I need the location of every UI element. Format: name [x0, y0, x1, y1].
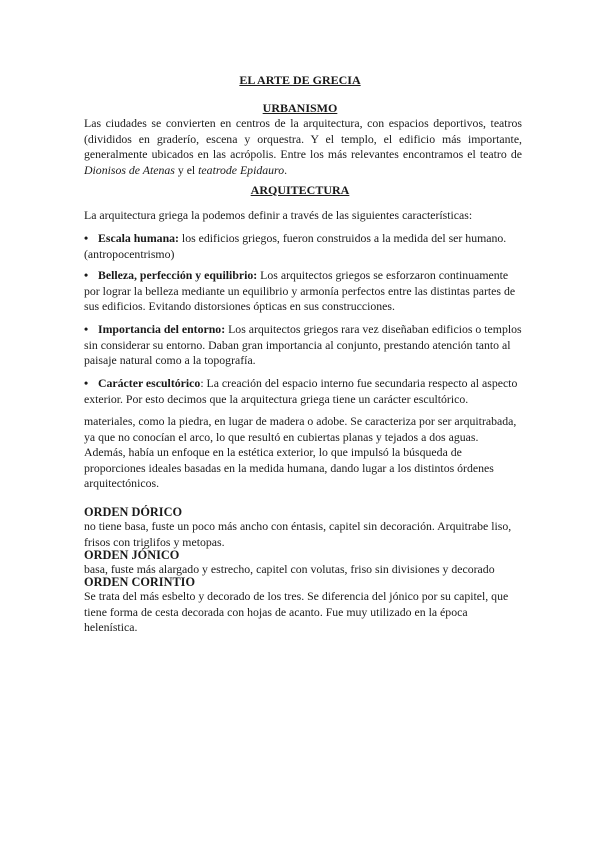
bullet-belleza [84, 268, 524, 315]
orden-dorico-heading: ORDEN DÓRICO [84, 505, 183, 519]
bullet-term: Carácter escultórico [98, 376, 201, 390]
urbanismo-paragraph [84, 116, 522, 178]
materiales-paragraph: materiales, como la piedra, en lugar de madera o adobe. Se caracteriza por ser arquitrabada, ya que no conocían el arco, lo que resultó en cubiertas planas y tejados a dos aguas. Además, había un enfoque en la estética exterior, lo que impulsó la búsqueda de proporciones ideales basadas en la medida humana, dando lugar a los distintos órdenes arquitectónicos. [84, 414, 517, 490]
bullet-term: Importancia del entorno: [98, 322, 226, 336]
orden-jonico-text: basa, fuste más alargado y estrecho, capitel con volutas, friso sin divisiones y decorado [84, 562, 495, 576]
bullet-dot: • [84, 322, 89, 336]
bullet-escala-humana [84, 231, 524, 262]
orden-dorico-text: no tiene basa, fuste un poco más ancho con éntasis, capitel sin decoración. Arquitrabe liso, frisos con triglifos y metopas. [84, 519, 512, 549]
bullet-dot: • [84, 231, 89, 245]
urbanismo-italic-dionisos: Dionisos de Atenas [84, 162, 175, 177]
urbanismo-text-mid: y el [174, 162, 199, 177]
urbanismo-heading: URBANISMO [262, 101, 338, 115]
urbanismo-text-end: . [284, 162, 288, 177]
orden-corintio-heading: ORDEN CORINTIO [84, 575, 196, 589]
document-title: EL ARTE DE GRECIA [239, 73, 361, 87]
urbanismo-text: Las ciudades se convierten en centros de la arquitectura, con espacios deportivos, teatros (divididos en graderío, escena y orquestra. Y el templo, el edificio más importante, generalmente ubicados en las acrópolis. Entre los más relevantes encontramos el teatro de [84, 116, 522, 161]
urbanismo-italic-epidauro: teatrode Epidauro [198, 162, 285, 177]
bullet-dot: • [84, 376, 89, 390]
bullet-text: Los arquitectos griegos rara vez diseñaban edificios o templos sin considerar su entorno. Daban gran importancia al conjunto, prestando atención tanto al paisaje natural como a la topografía. [84, 322, 522, 367]
bullet-text: Los arquitectos griegos se esforzaron continuamente por lograr la belleza mediante un equilibrio y armonía perfectos entre las distintas partes de sus edificios. Evitando distorsiones ópticas en sus construcciones. [84, 268, 516, 313]
arquitectura-intro: La arquitectura griega la podemos definir a través de las siguientes características: [84, 208, 473, 222]
bullet-term: Escala humana: [98, 231, 179, 245]
orden-corintio-text: Se trata del más esbelto y decorado de los tres. Se diferencia del jónico por su capitel, que tiene forma de cesta decorada con hojas de acanto. Fue muy utilizado en la época helenística. [84, 589, 509, 634]
arquitectura-heading: ARQUITECTURA [250, 183, 350, 197]
bullet-term: Belleza, perfección y equilibrio: [98, 268, 258, 282]
bullet-text: : La creación del espacio interno fue secundaria respecto al aspecto exterior. Por esto decimos que la arquitectura griega tiene un carácter escultórico. [84, 376, 518, 406]
bullet-entorno [84, 322, 524, 369]
bullet-escultorico [84, 376, 524, 407]
bullet-text: los edificios griegos, fueron construidos a la medida del ser humano. (antropocentrismo) [84, 231, 507, 261]
bullet-dot: • [84, 268, 89, 282]
orden-jonico-heading: ORDEN JÓNICO [84, 548, 180, 562]
